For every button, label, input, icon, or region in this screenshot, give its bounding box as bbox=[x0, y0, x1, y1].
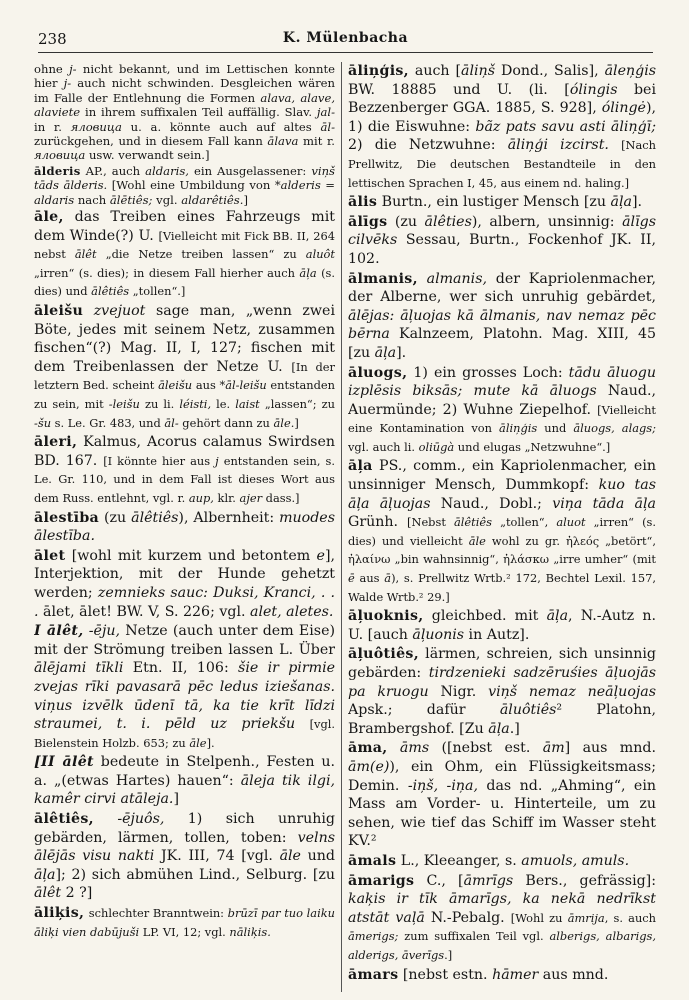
entry-text bbox=[418, 271, 427, 287]
entry-text: Bers., gefrässig]: bbox=[513, 872, 656, 889]
entry-text: dass.] bbox=[262, 490, 300, 505]
left-column bbox=[34, 62, 335, 992]
dictionary-entry bbox=[348, 457, 656, 606]
entry-text: viņš nemaz neāļuojas bbox=[488, 683, 656, 700]
entry-text: яловица bbox=[34, 148, 86, 163]
entry-text: N.-Pebalg. bbox=[424, 909, 511, 926]
entry-text: 1) ein grosses Loch: bbox=[407, 364, 569, 381]
entry-text: nāliķis. bbox=[229, 924, 271, 939]
dictionary-entry bbox=[348, 852, 656, 871]
entry-text: Etn. II, 106: bbox=[123, 660, 239, 677]
entry-text: , s. auch bbox=[604, 910, 656, 925]
entry-text: [Nebst bbox=[407, 515, 454, 530]
entry-text: āl- bbox=[320, 119, 335, 134]
entry-headword: I ālêt, bbox=[34, 623, 84, 640]
entry-text: alberigs, albarigs, alderigs, āverīgs bbox=[348, 929, 656, 962]
right-column bbox=[348, 62, 656, 992]
entry-headword: ālis bbox=[348, 194, 378, 211]
dictionary-entry bbox=[34, 164, 335, 207]
dictionary-entry bbox=[34, 62, 335, 163]
entry-text: tādu āluogu izplēsis biksās; mute kā āluogs bbox=[348, 364, 656, 400]
entry-text: auch [ bbox=[408, 63, 462, 79]
entry-text: āliņģi izcirst. bbox=[507, 137, 609, 154]
entry-text: āleišu bbox=[158, 378, 193, 393]
entry-text: āleja tik ilgi, kamêr cirvi atāleja. bbox=[34, 772, 335, 808]
entry-text: „die Netze treiben lassen“ zu bbox=[96, 247, 306, 262]
entry-text: L., Kleeanger, s. bbox=[396, 852, 522, 869]
entry-text: (zu bbox=[387, 213, 425, 230]
entry-headword: āliņģis, bbox=[348, 63, 409, 79]
entry-text: entstanden sein, s. Le. Gr. 110, und in dem Fall ist dieses Wort aus dem Russ. entlehnt, vgl. r. bbox=[34, 453, 335, 505]
dictionary-entry bbox=[34, 547, 335, 621]
entry-headword: āmals bbox=[348, 852, 397, 869]
entry-text: Kalnzeem, Platohn. Mag. XIII, 45 [zu bbox=[348, 326, 656, 361]
dictionary-entry bbox=[348, 364, 656, 457]
entry-text: ālêtiês bbox=[91, 284, 130, 299]
dictionary-entry bbox=[34, 302, 335, 432]
entry-text: 2 ?] bbox=[61, 885, 93, 902]
entry-text: ālet, ālet! BW. V, S. 226; vgl. bbox=[38, 603, 251, 620]
entry-text: [Nach Prellwitz, Die deutschen Bestandteile in den lettischen Sprachen I, 45, aus einem nd. haling.] bbox=[348, 138, 656, 190]
entry-text: āļa bbox=[610, 194, 633, 211]
entry-text: āļa bbox=[34, 866, 56, 883]
entry-text: C., [ bbox=[414, 872, 464, 889]
page-header bbox=[38, 28, 653, 53]
entry-text: [nebst estn. bbox=[398, 966, 493, 983]
entry-text: Naud., Dobl.; bbox=[430, 495, 553, 512]
entry-text: āļa bbox=[374, 344, 397, 361]
entry-text: bedeute in Stelpenh., Festen u. a. „(etwas Hartes) hauen“: bbox=[34, 754, 335, 789]
entry-text: schlechter Branntwein: bbox=[88, 906, 228, 921]
entry-text: ē bbox=[348, 571, 355, 586]
dictionary-entry bbox=[348, 645, 656, 738]
entry-text bbox=[295, 716, 309, 732]
entry-text: viņa tāda āļa bbox=[552, 495, 656, 512]
entry-text: -ējuôs, bbox=[117, 811, 165, 828]
entry-text: āle bbox=[189, 735, 207, 750]
dictionary-entry bbox=[348, 270, 656, 363]
dictionary-entry bbox=[34, 622, 335, 752]
entry-text: ], Interjektion, mit der Hunde gehetzt werden; bbox=[34, 547, 335, 601]
dictionary-entry bbox=[34, 509, 335, 546]
entry-text: .] bbox=[444, 947, 453, 962]
entry-text: gehört dann zu bbox=[178, 415, 274, 430]
entry-text: der Kapriolenmacher, der Alberne, wer sich unruhig gebärdet, bbox=[348, 270, 656, 306]
dictionary-entry bbox=[348, 193, 656, 212]
entry-text: j- bbox=[69, 62, 77, 76]
entry-text: in ihrem suffixalen Teil auffällig. Slav. bbox=[80, 105, 317, 120]
entry-text: Kalmus, Acorus calamus Swirdsen BD. 167. bbox=[34, 434, 335, 469]
dictionary-entry bbox=[34, 753, 335, 809]
entry-text: in Autz]. bbox=[464, 626, 530, 643]
entry-text: ālêtiês bbox=[454, 515, 492, 530]
entry-text: das nd. „Ahming“, ein Mass am Vorder- u. Hinterteile, um zu sehen, wie tief das Schiff im Wasser steht KV.² bbox=[348, 777, 656, 850]
entry-headword: ālmanis, bbox=[348, 270, 418, 287]
entry-text: le. bbox=[211, 397, 236, 411]
entry-text: zum suffixalen Teil vgl. bbox=[398, 929, 550, 944]
entry-text: „irren“ (s. dies); in diesem Fall hierher auch bbox=[34, 265, 300, 280]
entry-text: und bbox=[300, 848, 335, 865]
entry-headword: āļa bbox=[348, 458, 373, 475]
entry-text: āļa bbox=[546, 608, 569, 625]
entry-text: und bbox=[537, 421, 574, 436]
entry-text: brūzī par tuo laiku āliķi vien dabūjuši bbox=[34, 906, 335, 939]
entry-text: gleichbed. mit bbox=[423, 608, 547, 625]
entry-text: amuols, amuls. bbox=[521, 852, 630, 869]
entry-text: āliņš bbox=[461, 63, 495, 79]
entry-text: JK. III, 74 [vgl. bbox=[154, 848, 280, 865]
entry-text: vgl. auch li. bbox=[348, 439, 419, 454]
dictionary-entry bbox=[34, 810, 335, 903]
entry-text: zu li. bbox=[139, 397, 180, 411]
entry-text: āle bbox=[468, 533, 486, 548]
entry-text: ]. bbox=[632, 194, 643, 211]
entry-text: zurückgehen, und in diesem Fall kann bbox=[34, 134, 268, 149]
entry-headword: āluogs, bbox=[348, 364, 408, 381]
dictionary-entry bbox=[348, 607, 656, 644]
entry-text: velns ālējās visu nakti bbox=[34, 829, 335, 865]
entry-text: LP. VI, 12; vgl. bbox=[139, 924, 230, 939]
entry-text: ein Ausgelassener: bbox=[188, 163, 312, 178]
entry-text: tirdzenieki sadzēruśies āļuojās pa kruogu bbox=[348, 665, 656, 700]
entry-text: āluôtiês bbox=[499, 702, 557, 719]
entry-text: ] bbox=[294, 415, 299, 430]
entry-text: klr. bbox=[213, 490, 240, 505]
entry-headword: āma, bbox=[348, 740, 388, 757]
entry-text: muodes ālestība. bbox=[34, 509, 335, 545]
entry-text: ] aus mnd. bbox=[564, 740, 656, 757]
entry-headword: āļuôtiês, bbox=[348, 646, 419, 663]
dictionary-entry bbox=[34, 904, 335, 941]
entry-text: léisti, bbox=[179, 397, 212, 411]
entry-text: sage man, „wenn zwei Böte, jedes mit seinem Netz, zusammen fischen“(?) Mag. II, I, 127; fischen mit dem Treibenlassen der Netze U. bbox=[34, 303, 335, 375]
entry-text: zemnieks sauc: Duksi, Kranci, . . . bbox=[34, 584, 335, 620]
entry-text: ), s. Prellwitz Wrtb.² 172, Bechtel Lexil. 157, Walde Wrtb.² 29.] bbox=[348, 571, 656, 604]
entry-text: ālīgs cilvēks bbox=[348, 213, 656, 249]
entry-text: ]. bbox=[206, 735, 215, 750]
entry-text: ² Platohn, Brambergshof. [Zu bbox=[348, 702, 656, 737]
entry-text: 2) die Netzwuhne: bbox=[348, 137, 508, 154]
entry-text: āmrija bbox=[567, 910, 605, 925]
entry-text: e bbox=[316, 547, 325, 564]
entry-text: -iņš, -iņa, bbox=[407, 777, 478, 794]
entry-text: ), Albernheit: bbox=[178, 509, 280, 526]
entry-text: das Treiben eines Fahrzeugs mit dem Winde(?) U. bbox=[34, 209, 335, 244]
entry-text: jal- bbox=[316, 105, 335, 120]
entry-text: [I könnte hier aus bbox=[103, 453, 216, 468]
entry-text: Dond., Salis], bbox=[495, 63, 605, 79]
entry-text: aus mnd. bbox=[538, 966, 609, 983]
entry-text: „lassen“; zu bbox=[259, 397, 335, 411]
entry-text: ]; 2) sich abmühen Lind., Selburg. [zu bbox=[55, 866, 335, 883]
entry-text: entstanden zu sein, mit bbox=[34, 378, 335, 411]
entry-text: alava, alave, alaviete bbox=[34, 90, 335, 120]
entry-text: ālējami tīkli bbox=[34, 660, 124, 677]
entry-text: usw. verwandt sein.] bbox=[85, 148, 210, 163]
entry-text: ] bbox=[243, 192, 248, 207]
entry-text: [Vielleicht eine Kontamination von bbox=[348, 402, 656, 436]
entry-text: laist bbox=[235, 397, 260, 411]
entry-text: ] bbox=[173, 791, 179, 808]
page-number: 238 bbox=[38, 30, 67, 48]
entry-text: bãz pats savu asti āliņģī; bbox=[475, 118, 656, 135]
entry-text: Sessau, Burtn., Fockenhof JK. II, 102. bbox=[348, 232, 656, 267]
entry-text: aus bbox=[354, 571, 385, 586]
entry-text: ([nebst est. bbox=[429, 740, 543, 757]
dictionary-entry bbox=[348, 966, 656, 985]
entry-text: PS., comm., ein Kapriolenmacher, ein unsinniger Mensch, Dummkopf: bbox=[348, 458, 656, 494]
entry-text: vgl. bbox=[152, 192, 182, 207]
entry-text: āleņģis bbox=[604, 63, 656, 79]
entry-text: -ēju, bbox=[88, 623, 121, 640]
dictionary-entry bbox=[348, 62, 656, 192]
entry-text: j bbox=[215, 453, 219, 468]
entry-text: aluot bbox=[556, 515, 586, 530]
entry-text: šie ir pirmie zvejas rīki pavasarā pēc ledus iziešanas. viņus izvēlk ūdenī tā, ka tie krīt līdzi straumei, t. i. pēld uz priekšu bbox=[34, 660, 335, 733]
entry-text: *alderis = aldaris bbox=[34, 178, 335, 207]
entry-text: „irren“ (s. dies) und vielleicht bbox=[348, 515, 656, 548]
entry-text: āmrīgs bbox=[463, 872, 514, 889]
entry-text: [In der letztern Bed. scheint bbox=[34, 359, 335, 393]
entry-text: bei Bezzenberger GGA. 1885, S. 928], bbox=[348, 81, 656, 117]
entry-text: j- bbox=[63, 76, 72, 91]
entry-text: ālava bbox=[267, 134, 299, 149]
entry-text: āļa bbox=[299, 265, 317, 280]
dictionary-entry bbox=[348, 739, 656, 851]
entry-headword: ālīgs bbox=[348, 213, 388, 230]
entry-text: āliņģis bbox=[499, 421, 538, 436]
entry-headword: ālêtiês, bbox=[34, 811, 94, 828]
entry-text: kuo tas āļa āļuojas bbox=[348, 477, 656, 512]
entry-text: aus bbox=[192, 378, 220, 393]
entry-text: (s. dies) und bbox=[34, 265, 335, 299]
entry-text: яловица bbox=[70, 119, 122, 134]
entry-text: ālētiês; bbox=[109, 192, 153, 207]
entry-text: alet, aletes. bbox=[250, 603, 334, 620]
entry-text: [Vielleicht mit Fick BB. II, 264 nebst bbox=[34, 228, 335, 262]
entry-text: [Wohl zu bbox=[510, 910, 568, 925]
entry-text: „tollen“, bbox=[491, 515, 557, 530]
entry-headword: āliķis, bbox=[34, 905, 85, 922]
entry-text: Apsk.; dafür bbox=[348, 702, 500, 719]
entry-text: *āl-leišu bbox=[219, 378, 267, 393]
entry-text: 1) sich unruhig gebärden, lärmen, tollen, toben: bbox=[34, 811, 335, 846]
entry-text: āle bbox=[279, 848, 301, 865]
dictionary-entry bbox=[34, 208, 335, 301]
entry-text bbox=[609, 137, 621, 153]
entry-text: „tollen“.] bbox=[129, 284, 186, 299]
entry-text: , N.-Autz n. U. [auch bbox=[348, 608, 656, 643]
entry-text: zvejuot bbox=[93, 303, 146, 320]
entry-text: ), ein Ohm, ein Flüssigkeitsmass; Demin. bbox=[348, 758, 656, 794]
entry-text: viņš tāds ālderis. bbox=[34, 163, 335, 193]
entry-text: ólingė bbox=[601, 100, 646, 117]
entry-text: ālêt bbox=[34, 885, 62, 902]
entry-text: Burtn., ein lustiger Mensch [zu bbox=[377, 194, 611, 211]
entry-headword: [II ālêt bbox=[34, 754, 94, 771]
entry-text: ālêtiês bbox=[131, 509, 179, 526]
entry-text bbox=[94, 811, 117, 827]
entry-text: ohne bbox=[34, 62, 70, 76]
dictionary-entry bbox=[34, 433, 335, 507]
entry-text bbox=[388, 740, 400, 756]
entry-headword: ālet bbox=[34, 547, 66, 564]
running-head: K. Mülenbacha bbox=[282, 30, 409, 46]
entry-text: aldarêtiês. bbox=[181, 192, 244, 207]
entry-text: in r. bbox=[34, 119, 71, 134]
entry-headword: āļuoknis, bbox=[348, 608, 424, 625]
entry-text: āl- bbox=[164, 415, 179, 430]
entry-text: Netze (auch unter dem Eise) mit der Strömung treiben lassen L. Über bbox=[34, 623, 335, 658]
entry-text: Naud., Auermünde; 2) Wuhne Ziepelhof. bbox=[348, 383, 656, 418]
entry-headword: ālderis bbox=[34, 163, 81, 178]
entry-text: [vgl. Bielenstein Holzb. 653; zu bbox=[34, 717, 335, 750]
entry-text: āmerigs; bbox=[348, 929, 399, 944]
dictionary-entry bbox=[348, 213, 656, 269]
entry-text: āle. bbox=[273, 415, 295, 430]
entry-text: kaķis ir tīk āmarīgs, ka nekā nedrīkst atstāt vaļā bbox=[348, 891, 656, 926]
entry-text: .] bbox=[509, 720, 520, 737]
entry-text: ), 1) die Eiswuhne: bbox=[348, 100, 656, 135]
entry-text: ālējas: āļuojas kā ālmanis, nav nemaz pēc bērna bbox=[348, 307, 656, 343]
entry-text: aluôt bbox=[305, 247, 335, 262]
entry-text: nach bbox=[74, 192, 110, 207]
column-divider bbox=[341, 62, 342, 992]
entry-text: almanis, bbox=[426, 270, 487, 287]
entry-text: ), albern, unsinnig: bbox=[471, 213, 623, 230]
entry-text: AP., auch bbox=[80, 163, 146, 178]
dictionary-entry bbox=[348, 872, 656, 965]
entry-text: āms bbox=[399, 740, 430, 757]
entry-text: Nigr. bbox=[428, 683, 489, 700]
entry-text: hāmer bbox=[492, 966, 539, 983]
entry-text: -šu bbox=[34, 415, 52, 430]
entry-text: auch nicht schwinden. Desgleichen wären im Falle der Entlehnung die Formen bbox=[34, 76, 335, 105]
entry-text: āļa bbox=[488, 720, 510, 737]
entry-text: [wohl mit kurzem und betontem bbox=[65, 547, 317, 564]
entry-text: (zu bbox=[99, 509, 132, 526]
entry-text: ólingis bbox=[569, 81, 618, 98]
entry-text: BW. 18885 und U. (li. [ bbox=[348, 81, 570, 98]
entry-headword: āle, bbox=[34, 209, 64, 226]
entry-text: -leišu bbox=[108, 397, 140, 411]
entry-text: ālêt bbox=[74, 247, 97, 262]
entry-text: aldaris, bbox=[145, 163, 189, 178]
entry-text: s. Le. Gr. 483, und bbox=[51, 415, 165, 430]
entry-text: mit r. bbox=[298, 134, 335, 149]
entry-text: Grünh. bbox=[348, 514, 408, 531]
entry-text: ālêties bbox=[424, 213, 472, 230]
entry-text: ām(e) bbox=[348, 758, 390, 775]
entry-text: āļuonis bbox=[412, 626, 465, 643]
entry-text: oliūgà bbox=[418, 439, 455, 454]
entry-text: [Wohl eine Umbildung von bbox=[107, 178, 275, 193]
entry-headword: āmarigs bbox=[348, 872, 415, 889]
entry-headword: āleišu bbox=[34, 303, 84, 320]
entry-text: und elugas „Netzwuhne“.] bbox=[454, 439, 611, 454]
entry-text: ā bbox=[384, 571, 392, 586]
entry-headword: āmars bbox=[348, 966, 399, 983]
entry-text: lärmen, schreien, sich unsinnig gebärden: bbox=[348, 646, 656, 681]
entry-text: ]. bbox=[396, 344, 407, 361]
entry-text: ām bbox=[542, 740, 565, 757]
entry-text: аир, bbox=[188, 490, 214, 505]
entry-text: ajer bbox=[239, 490, 263, 505]
entry-headword: ālestība bbox=[34, 509, 100, 526]
entry-text: wohl zu gr. ἠλεός „betört“, ἠλαίνω „bin wahnsinnig“, ἠλάσκω „irre umher“ (mit bbox=[348, 533, 656, 567]
entry-text: āluogs, alags; bbox=[573, 421, 656, 436]
entry-text: nicht bekannt, und im Lettischen konnte hier bbox=[34, 62, 335, 91]
entry-text: u. a. könnte auch auf altes bbox=[121, 119, 321, 134]
entry-text bbox=[83, 303, 94, 319]
entry-headword: āleri, bbox=[34, 434, 78, 451]
